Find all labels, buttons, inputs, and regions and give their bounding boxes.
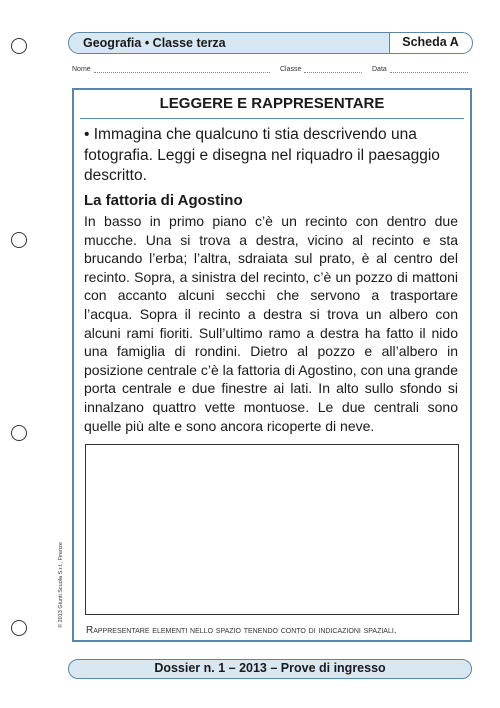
binder-hole-4 (11, 620, 27, 636)
data-label: Data (372, 66, 387, 73)
binder-hole-3 (11, 425, 27, 441)
header-subject: Geografia • Classe terza (83, 36, 226, 50)
nome-label: Nome (72, 66, 91, 73)
title-divider (80, 118, 464, 119)
nome-field[interactable] (72, 66, 270, 73)
objective-footnote: Rappresentare elementi nello spazio tenendo conto di indicazioni spaziali. (86, 625, 397, 636)
header-bar (68, 32, 472, 54)
footer-text: Dossier n. 1 – 2013 – Prove di ingresso (154, 661, 386, 675)
classe-label: Classe (280, 66, 302, 73)
copyright-text: © 2013 Giunti Scuola S.r.l., Firenze (58, 542, 64, 628)
drawing-area[interactable] (85, 444, 459, 615)
classe-line[interactable] (304, 66, 362, 73)
binder-hole-2 (11, 232, 27, 248)
header-sheet-label: Scheda A (389, 32, 473, 54)
exercise-instruction: • Immagina che qualcuno ti stia descrivendo una fotografia. Leggi e disegna nel riquadro il paesaggio descritto. (84, 126, 440, 184)
nome-line[interactable] (94, 66, 270, 73)
binder-hole-1 (11, 38, 27, 54)
story-title: La fattoria di Agostino (84, 192, 243, 209)
student-fields (72, 66, 472, 78)
data-field[interactable] (372, 66, 468, 73)
story-text: In basso in primo piano c’è un recinto con dentro due mucche. Una si trova a destra, vicino al recinto e sta brucando l’erba; l’altra, sdraiata sul prato, è al centro del recinto. Sopra, a sinistra del recinto, c’è un pozzo di mattoni con accanto alcuni secchi che servono a trasportare l’acqua. Sopra il recinto a destra si trova un albero con alcuni rami fioriti. Sull’ultimo ramo a destra ha fatto il nido una famiglia di rondini. Dietro al pozzo e all’albero in posizione centrale c’è la fattoria di Agostino, con una grande porta centrale e due finestre ai lati. In alto sullo sfondo si innalzano quattro vette montuose. Le due centrali sono quelle più alte e sono ancora ricoperte di neve. (84, 213, 458, 434)
footer-bar (68, 659, 472, 679)
data-line[interactable] (390, 66, 468, 73)
classe-field[interactable] (280, 66, 362, 73)
exercise-title: LEGGERE E RAPPRESENTARE (159, 95, 385, 112)
